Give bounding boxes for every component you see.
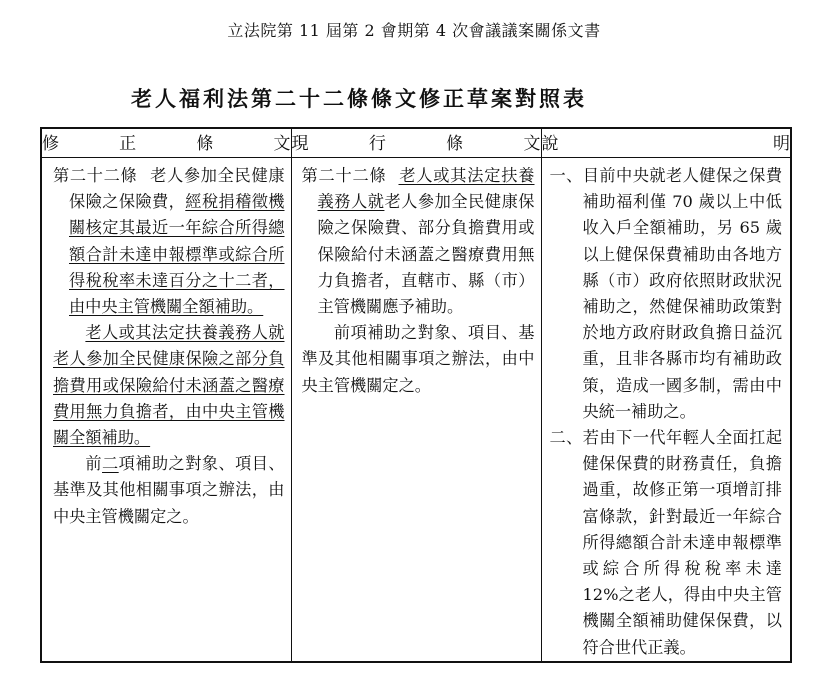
header-amended-char: 條 xyxy=(196,134,214,154)
header-notes-char: 明 xyxy=(773,134,790,154)
document-header: 立法院第 11 屆第 2 會期第 4 次會議議案關係文書 xyxy=(227,21,601,40)
amended-p1-text: 老人參加全民健康保險之保險費， xyxy=(69,166,285,212)
table-header-row xyxy=(41,128,791,158)
header-current-char: 現 xyxy=(291,134,309,154)
amended-p2-underlined: 老人或其法定扶養義務人就老人參加全民健康保險之部分負擔費用或保險給付未涵蓋之醫療費用無力負擔者，由中央主管機關全額補助。 xyxy=(53,323,285,448)
current-paragraph-2: 前項補助之對象、項目、基準及其他相關事項之辦法，由中央主管機關定之。 xyxy=(301,323,535,395)
header-current-char: 條 xyxy=(446,134,464,154)
notes-cell xyxy=(541,158,791,662)
header-amended-char: 文 xyxy=(273,134,291,154)
current-paragraph-1 xyxy=(302,163,535,320)
table-body-row xyxy=(41,158,791,662)
amended-paragraph-1 xyxy=(53,163,285,320)
current-article-label: 第二十二條 xyxy=(301,166,387,185)
amended-p3-underlined: 二 xyxy=(102,454,119,474)
header-current-char: 行 xyxy=(368,134,386,154)
amended-p3-text-a: 前 xyxy=(85,454,103,474)
amended-paragraph-3 xyxy=(53,451,285,530)
amended-article-label: 第二十二條 xyxy=(53,166,138,185)
amended-article-cell xyxy=(41,158,291,662)
header-current xyxy=(291,128,541,158)
note-item xyxy=(550,163,783,425)
document-title: 老人福利法第二十二條條文修正草案對照表 xyxy=(131,86,587,111)
header-current-char: 文 xyxy=(523,134,541,154)
amended-p1-underlined: 經稅捐稽徵機關核定其最近一年綜合所得總額合計未達申報標準或綜合所得稅稅率未達百分之十二者，由中央主管機關全額補助。 xyxy=(69,192,285,317)
current-p1-underlined: 老人或其法定扶養義務人就 xyxy=(317,166,535,212)
note-item xyxy=(550,425,783,661)
current-article-cell xyxy=(291,158,541,662)
note-number: 一、 xyxy=(549,166,583,185)
amended-paragraph-2 xyxy=(53,320,285,451)
header-notes-char: 說 xyxy=(541,134,559,154)
header-amended-char: 正 xyxy=(119,134,137,154)
current-p1-text: 老人參加全民健康保險之保險費、部分負擔費用或保險給付未涵蓋之醫療費用無力負擔者，直轄市、縣（市）主管機關應予補助。 xyxy=(317,192,535,317)
header-amended xyxy=(41,128,291,158)
note-text: 目前中央就老人健保之保費補助福利僅 70 歲以上中低收入戶全額補助，另 65 歲以上健保保費補助由各地方縣（市）政府依照財政狀況補助之，然健保補助政策對於地方政府財政負擔日益沉重，且非各縣市均有補助政策，造成一國多制，需由中央統一補助之。 xyxy=(582,166,783,421)
header-notes xyxy=(541,128,791,158)
note-number: 二、 xyxy=(549,428,583,448)
header-amended-char: 修 xyxy=(42,134,59,154)
note-text: 若由下一代年輕人全面扛起健保保費的財務責任，負擔過重，故修正第一項增訂排富條款，針對最近一年綜合所得總額合計未達申報標準或綜合所得稅稅率未達 12%之老人，得由中央主管機關全額補助健保保費，以符合世代正義。 xyxy=(582,428,783,657)
comparison-table xyxy=(40,127,792,663)
amended-p3-text-b: 項補助之對象、項目、基準及其他相關事項之辦法，由中央主管機關定之。 xyxy=(53,454,285,526)
